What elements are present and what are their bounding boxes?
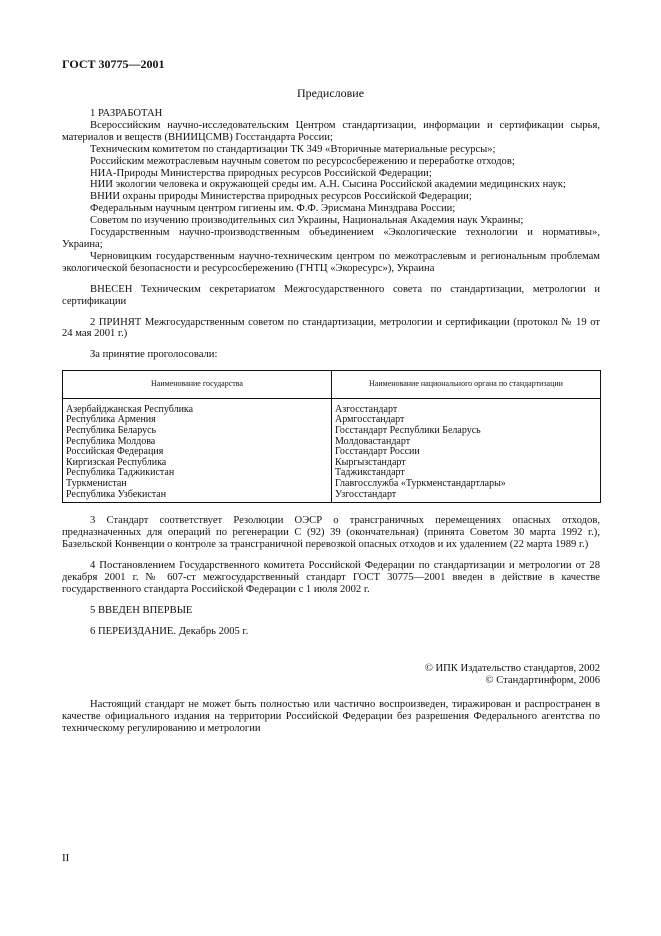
state-cell: Республика Армения: [63, 415, 332, 426]
section6-paragraph: [62, 626, 600, 638]
state-cell: Республика Узбекистан: [63, 490, 332, 503]
introduced-heading: ВНЕСЕН: [90, 283, 133, 295]
body-cell: Госстандарт Республики Беларусь: [332, 426, 601, 437]
body-cell: Армгосстандарт: [332, 415, 601, 426]
developer-line: Техническим комитетом по стандартизации ТК 349 «Вторичные материальные ресурсы»;: [90, 143, 496, 155]
adopted-paragraph: [62, 317, 600, 341]
body-cell: Госстандарт России: [332, 447, 601, 458]
introduced-text: Техническим секретариатом Межгосударственного совета по стандартизации, метрологии и сертификации: [62, 283, 600, 307]
voting-table: [62, 370, 601, 503]
state-cell: Республика Беларусь: [63, 426, 332, 437]
state-cell: Республика Таджикистан: [63, 468, 332, 479]
table-row: [63, 468, 601, 479]
developer-line: Федеральным научным центром гигиены им. Ф.Ф. Эрисмана Минздрава России;: [90, 203, 456, 215]
copyright-line: © ИПК Издательство стандартов, 2002: [424, 663, 600, 675]
section1-heading: 1 РАЗРАБОТАН: [90, 108, 163, 119]
table-row: [63, 490, 601, 503]
developer-line: Черновицким государственным научно-техническим центром по межотраслевым и региональным проблемам экологической безопасности и ресурсосбережению (ГНТЦ «Экоресурс»), Украина: [62, 250, 600, 274]
page-number: II: [62, 852, 70, 864]
developer-line: ВНИИ охраны природы Министерства природных ресурсов Российской Федерации;: [90, 191, 472, 203]
table-row: [63, 426, 601, 437]
voted-label: За принятие проголосовали:: [90, 349, 218, 361]
developer-line: Советом по изучению производительных сил Украины, Национальная Академия наук Украины;: [90, 215, 524, 227]
developer-line: Российским межотраслевым научным советом по ресурсосбережению и переработке отходов;: [90, 155, 515, 167]
table-header-body: Наименование национального органа по стандартизации: [332, 371, 601, 399]
reissue-heading: 6 ПЕРЕИЗДАНИЕ: [90, 625, 174, 637]
state-cell: Киргизская Республика: [63, 458, 332, 469]
body-cell: Таджикстандарт: [332, 468, 601, 479]
copyright-line: © Стандартинформ, 2006: [485, 675, 600, 687]
body-cell: Главгосслужба «Туркменстандартлары»: [332, 479, 601, 490]
adopted-heading: 2 ПРИНЯТ: [90, 316, 142, 328]
developer-line: НИИ экологии человека и окружающей среды им. А.Н. Сысина Российской академии медицинских наук;: [90, 179, 566, 191]
adopted-text: Межгосударственным советом по стандартизации, метрологии и сертификации (протокол № 19 от 24 мая 2001 г.): [62, 316, 600, 340]
section3-paragraph: 3 Стандарт соответствует Резолюции ОЭСР о трансграничных перемещениях опасных отходов, предназначенных для операций по регенерации С (92) 39 (окончательная) (принята Советом 30 марта 1992 г.), Базельской Конвенции о контроле за трансграничной перевозкой опасных отходов и их удалением (22 марта 1989 г.): [62, 515, 600, 550]
page-title: Предисловие: [296, 86, 365, 100]
body-cell: Кыргызстандарт: [332, 458, 601, 469]
introduced-paragraph: [62, 284, 600, 308]
table-header-state: Наименование государства: [63, 371, 332, 399]
table-row: [63, 479, 601, 490]
reproduction-notice: Настоящий стандарт не может быть полностью или частично воспроизведен, тиражирован и распространен в качестве официального издания на территории Российской Федерации без разрешения Федерального агентства по техническому регулированию и метрологии: [62, 699, 600, 735]
section5-paragraph: 5 ВВЕДЕН ВПЕРВЫЕ: [90, 604, 193, 616]
document-code: ГОСТ 30775—2001: [62, 57, 165, 71]
developer-line: НИА-Природы Министерства природных ресурсов Российской Федерации;: [90, 167, 432, 179]
section4-paragraph: 4 Постановлением Государственного комитета Российской Федерации по стандартизации и метрологии от 28 декабря 2001 г. № 607-ст межгосударственный стандарт ГОСТ 30775—2001 введен в действие в качестве государственного стандарта Российской Федерации с 1 июля 2002 г.: [62, 559, 600, 595]
body-cell: Узгосстандарт: [332, 490, 601, 503]
state-cell: Туркменистан: [63, 479, 332, 490]
reissue-text: . Декабрь 2005 г.: [173, 625, 249, 637]
state-cell: Российская Федерация: [63, 447, 332, 458]
table-row: [63, 398, 601, 415]
body-cell: Азгосстандарт: [332, 398, 601, 415]
body-cell: Молдовастандарт: [332, 437, 601, 448]
developer-line: Государственным научно-производственным объединением «Экологические технологии и нормативы», Украина;: [62, 227, 600, 250]
state-cell: Республика Молдова: [63, 437, 332, 448]
preface-content: [62, 108, 600, 735]
state-cell: Азербайджанская Республика: [63, 398, 332, 415]
developer-line: Всероссийским научно-исследовательским Центром стандартизации, информации и сертификации сырья, материалов и веществ (ВНИИЦСМВ) Госстандарта России;: [62, 119, 600, 143]
